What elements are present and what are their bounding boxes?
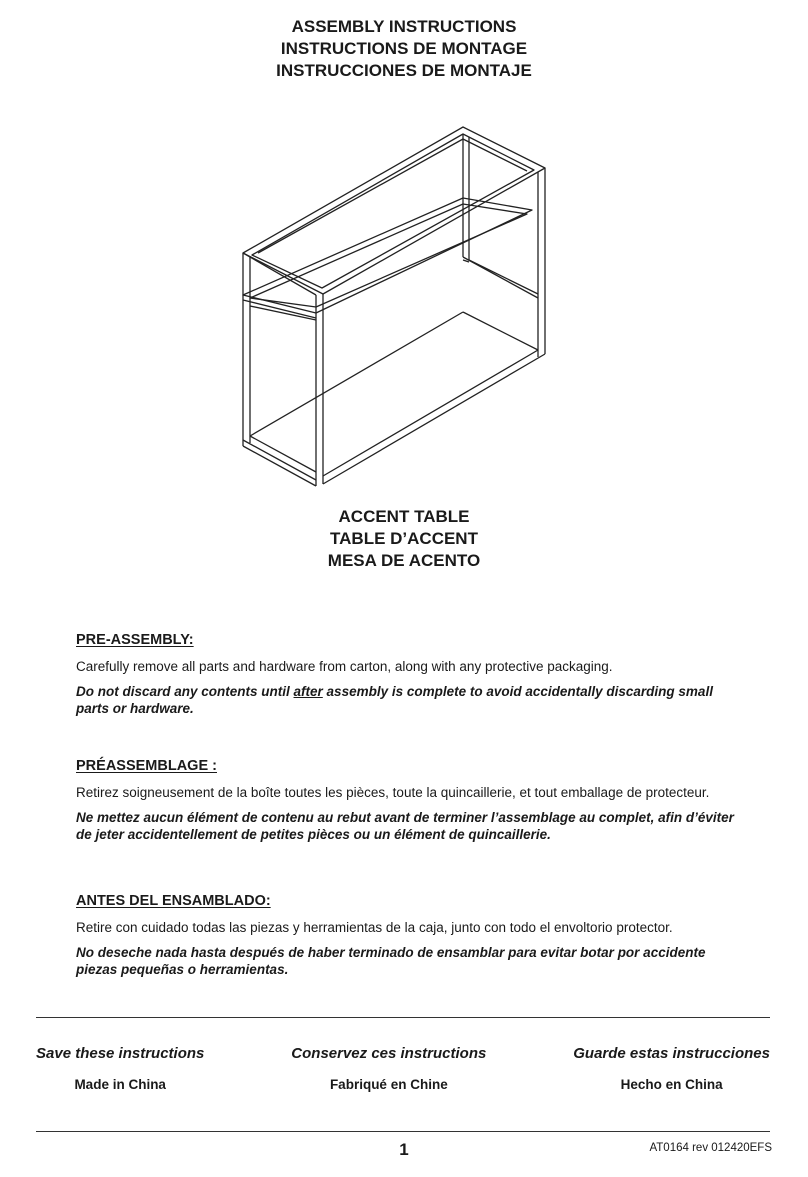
title-spanish: INSTRUCCIONES DE MONTAJE [276,61,532,80]
section-heading: ANTES DEL ENSAMBLADO: [76,893,271,909]
divider-top [36,1017,770,1018]
footer-french [291,1045,486,1092]
save-instructions: Conservez ces instructions [291,1045,487,1062]
country-of-origin: Fabriqué en Chine [329,1077,448,1092]
section-warning: No deseche nada hasta después de haber terminado de ensamblar para evitar botar por accidente piezas pequeñas o herramientas. [76,945,706,977]
page-number: 1 [399,1140,409,1159]
product-name-spanish: MESA DE ACENTO [327,551,481,570]
save-instructions: Guarde estas instrucciones [573,1045,770,1062]
accent-table-illustration [230,120,560,490]
product-name [0,506,808,572]
section-text: Carefully remove all parts and hardware from carton, along with any protective packaging. [76,659,613,674]
footer-english [36,1045,204,1092]
save-instructions: Save these instructions [36,1045,205,1062]
country-of-origin: Hecho en China [620,1077,723,1092]
section-heading: PRÉASSEMBLAGE : [76,758,217,774]
country-of-origin: Made in China [74,1077,166,1092]
product-name-french: TABLE D’ACCENT [330,529,478,548]
emphasis-after: after [293,684,323,699]
section-text: Retirez soigneusement de la boîte toutes les pièces, toute la quincaillerie, et tout emballage de protecteur. [76,785,710,800]
divider-bottom [36,1131,770,1132]
pre-assembly-french [76,758,736,843]
section-text: Retire con cuidado todas las piezas y herramientas de la caja, junto con todo el envoltorio protector. [76,920,673,935]
section-heading: PRE-ASSEMBLY: [76,632,194,648]
product-name-english: ACCENT TABLE [338,507,470,526]
section-warning: Ne mettez aucun élément de contenu au rebut avant de terminer l’assemblage au complet, afin d’éviter de jeter accidentellement de petites pièces ou un élément de quincaillerie. [76,810,734,842]
pre-assembly-spanish [76,893,736,978]
document-code: AT0164 rev 012420EFS [649,1142,772,1154]
pre-assembly-english [76,632,736,717]
title-french: INSTRUCTIONS DE MONTAGE [280,39,528,58]
document-title [0,16,808,82]
footer-notes [36,1045,770,1092]
section-warning: Do not discard any contents until after assembly is complete to avoid accidentally discarding small parts or hardware. [76,684,713,716]
footer-spanish [573,1045,770,1092]
title-english: ASSEMBLY INSTRUCTIONS [291,17,517,36]
